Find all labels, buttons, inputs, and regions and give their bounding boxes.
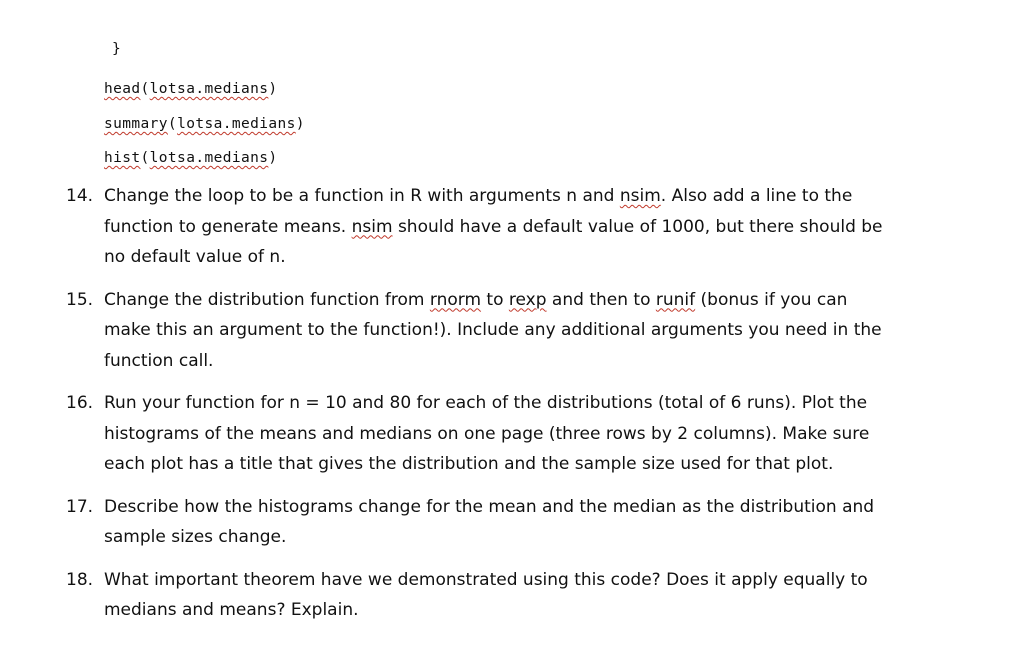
question-text-line [104, 492, 956, 523]
text-segment: function call. [104, 350, 214, 371]
question-item [66, 565, 956, 626]
code-closing-brace: } [112, 41, 122, 57]
question-text-line [104, 565, 956, 596]
question-item [66, 388, 956, 480]
question-text-line [104, 388, 956, 419]
question-text-line [104, 315, 956, 346]
code-term: nsim [619, 186, 661, 206]
question-text-line [104, 212, 956, 243]
question-text-line [104, 449, 956, 480]
code-arg: lotsa.medians [149, 81, 269, 97]
text-segment: and then to [546, 289, 656, 310]
question-number: 14. [66, 186, 94, 206]
code-fn: hist [104, 150, 141, 166]
code-line-head: head(lotsa.medians) [104, 81, 278, 97]
code-arg: lotsa.medians [149, 150, 269, 166]
text-segment: each plot has a title that gives the distribution and the sample size used for that plot. [104, 454, 834, 474]
text-segment: should have a default value of 1000, but there should be [392, 216, 883, 237]
question-text-line [104, 242, 956, 273]
question-item [66, 181, 956, 273]
code-line-summary: summary(lotsa.medians) [104, 116, 305, 132]
text-segment: Change the distribution function from [104, 289, 430, 310]
text-segment: to [481, 289, 509, 310]
question-text-line [104, 285, 956, 316]
text-segment: (bonus if you can [695, 289, 848, 310]
code-fn: summary [104, 116, 168, 132]
code-term: runif [655, 289, 696, 310]
code-term: nsim [351, 216, 393, 237]
question-item [66, 285, 956, 377]
question-text-line [104, 595, 956, 626]
question-text-line [104, 522, 956, 553]
question-text-line [104, 346, 956, 377]
text-segment: no default value of n. [104, 247, 286, 267]
text-segment: make this an argument to the function!). Include any additional arguments you need in the [104, 320, 882, 340]
text-segment: Change the loop to be a function in R with arguments n and [104, 186, 620, 206]
question-item [66, 492, 956, 553]
code-term: rexp [508, 289, 547, 310]
question-number: 15. [66, 289, 94, 310]
question-text-line [104, 181, 956, 212]
question-number: 16. [66, 393, 94, 413]
question-number: 18. [66, 569, 94, 590]
text-segment: What important theorem have we demonstrated using this code? Does it apply equally to [104, 569, 868, 590]
text-segment: medians and means? Explain. [104, 600, 359, 620]
text-segment: sample sizes change. [104, 527, 287, 547]
text-segment: Run your function for n = 10 and 80 for each of the distributions (total of 6 runs). Plot the [104, 393, 868, 413]
code-term: rnorm [429, 289, 482, 310]
question-number: 17. [66, 496, 94, 517]
code-arg: lotsa.medians [177, 116, 296, 132]
code-fn: head [104, 81, 141, 97]
question-text-line [104, 419, 956, 450]
text-segment: Describe how the histograms change for the mean and the median as the distribution and [104, 496, 875, 517]
text-segment: . Also add a line to the [660, 186, 853, 206]
text-segment: histograms of the means and medians on one page (three rows by 2 columns). Make sure [104, 423, 870, 444]
question-list [66, 181, 956, 638]
text-segment: function to generate means. [104, 216, 352, 237]
code-line-hist: hist(lotsa.medians) [104, 150, 278, 166]
